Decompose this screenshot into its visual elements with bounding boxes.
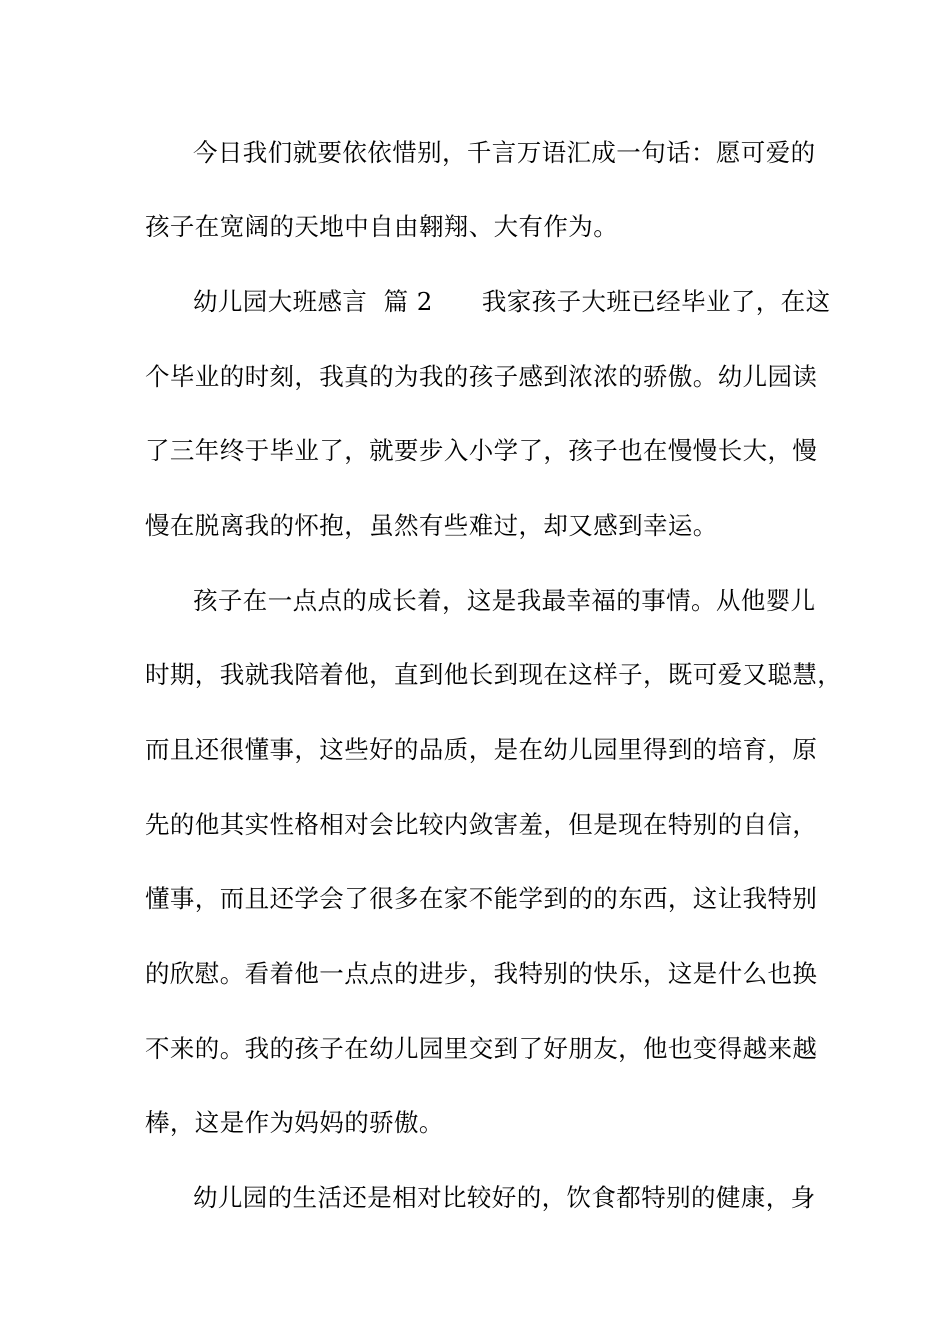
text-line: 时期，我就我陪着他，直到他长到现在这样子，既可爱又聪慧， — [145, 660, 843, 689]
text-line: 而且还很懂事，这些好的品质，是在幼儿园里得到的培育，原 — [145, 735, 818, 764]
text-line: 孩子在宽阔的天地中自由翱翔、大有作为。 — [145, 212, 619, 241]
text-line: 的欣慰。看着他一点点的进步，我特别的快乐，这是什么也换 — [145, 959, 818, 988]
text-line: 孩子在一点点的成长着，这是我最幸福的事情。从他婴儿 — [193, 586, 816, 615]
text-line: 幼儿园大班感言 篇 2 我家孩子大班已经毕业了，在这 — [193, 287, 831, 316]
text-line: 先的他其实性格相对会比较内敛害羞，但是现在特别的自信， — [145, 810, 818, 839]
text-line: 了三年终于毕业了，就要步入小学了，孩子也在慢慢长大，慢 — [145, 436, 818, 465]
text-line: 慢在脱离我的怀抱，虽然有些难过，却又感到幸运。 — [145, 511, 718, 540]
text-line: 个毕业的时刻，我真的为我的孩子感到浓浓的骄傲。幼儿园读 — [145, 362, 818, 391]
text-line: 今日我们就要依依惜别，千言万语汇成一句话：愿可爱的 — [193, 138, 816, 167]
text-line: 棒，这是作为妈妈的骄傲。 — [145, 1108, 444, 1137]
text-line: 幼儿园的生活还是相对比较好的，饮食都特别的健康，身 — [193, 1183, 816, 1212]
text-line: 不来的。我的孩子在幼儿园里交到了好朋友，他也变得越来越 — [145, 1034, 818, 1063]
text-line: 懂事，而且还学会了很多在家不能学到的的东西，这让我特别 — [145, 884, 818, 913]
